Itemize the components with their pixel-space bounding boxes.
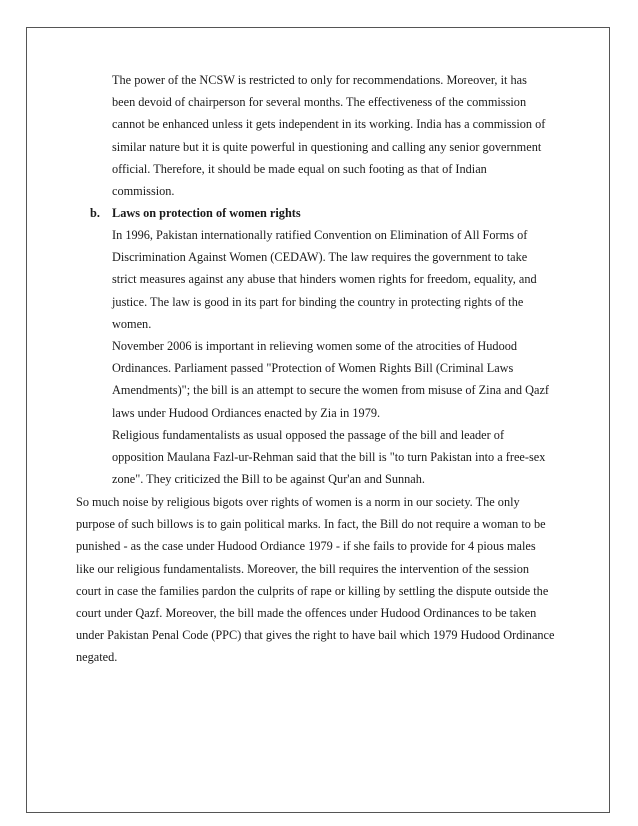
paragraph-line: Amendments)"; the bill is an attempt to secure the women from misuse of Zina and Qazf (112, 383, 550, 398)
paragraph-line: Discrimination Against Women (CEDAW). The law requires the government to take (112, 250, 528, 265)
paragraph-line: The power of the NCSW is restricted to only for recommendations. Moreover, it has (112, 73, 527, 87)
paragraph-line: official. Therefore, it should be made equal on such footing as that of Indian (112, 161, 487, 176)
paragraph-line: been devoid of chairperson for several months. The effectiveness of the commission (112, 95, 527, 110)
paragraph-line: Ordinances. Parliament passed "Protection of Women Rights Bill (Criminal Laws (112, 361, 514, 376)
paragraph-line: purpose of such billows is to gain political marks. In fact, the Bill do not require a woman to be (76, 517, 546, 532)
paragraph-line: like our religious fundamentalists. Moreover, the bill requires the intervention of the session (76, 561, 530, 576)
closing-paragraph (76, 491, 554, 669)
paragraph-line: court in case the families pardon the culprits of rape or killing by settling the dispute outside the (76, 583, 549, 598)
paragraph-line: opposition Maulana Fazl-ur-Rehman said that the bill is "to turn Pakistan into a free-sex (112, 449, 546, 464)
paragraph-line: zone". They criticized the Bill to be against Qur'an and Sunnah. (112, 472, 425, 487)
paragraph-line: November 2006 is important in relieving women some of the atrocities of Hudood (112, 338, 518, 353)
paragraph-line: So much noise by religious bigots over rights of women is a norm in our society. The only (76, 495, 520, 509)
paragraph-line: commission. (112, 183, 175, 198)
paragraph-line: cannot be enhanced unless it gets independent in its working. India has a commission of (112, 117, 546, 132)
paragraph-line: punished - as the case under Hudood Ordiance 1979 - if she fails to provide for 4 pious males (76, 539, 536, 554)
paragraph-line: women. (112, 316, 152, 331)
paragraph-line: In 1996, Pakistan internationally ratified Convention on Elimination of All Forms of (112, 228, 528, 242)
list-marker: b. (90, 206, 100, 220)
paragraph-line: similar nature but it is quite powerful in questioning and calling any senior government (112, 139, 542, 154)
ncsw-paragraph (112, 69, 545, 202)
section-title: Laws on protection of women rights (112, 206, 301, 220)
paragraph-line: Religious fundamentalists as usual opposed the passage of the bill and leader of (112, 427, 505, 442)
paragraph-line: negated. (76, 650, 118, 665)
paragraph-line: laws under Hudood Ordiances enacted by Zia in 1979. (112, 405, 381, 420)
paragraph-line: under Pakistan Penal Code (PPC) that gives the right to have bail which 1979 Hudood Ordinance (76, 628, 555, 643)
section-heading (90, 202, 301, 224)
paragraph-line: court under Qazf. Moreover, the bill made the offences under Hudood Ordinances to be taken (76, 605, 537, 620)
paragraph-line: justice. The law is good in its part for binding the country in protecting rights of the (112, 294, 524, 309)
section-b-body (112, 224, 549, 490)
paragraph-line: strict measures against any abuse that hinders women rights for freedom, equality, and (112, 272, 537, 287)
